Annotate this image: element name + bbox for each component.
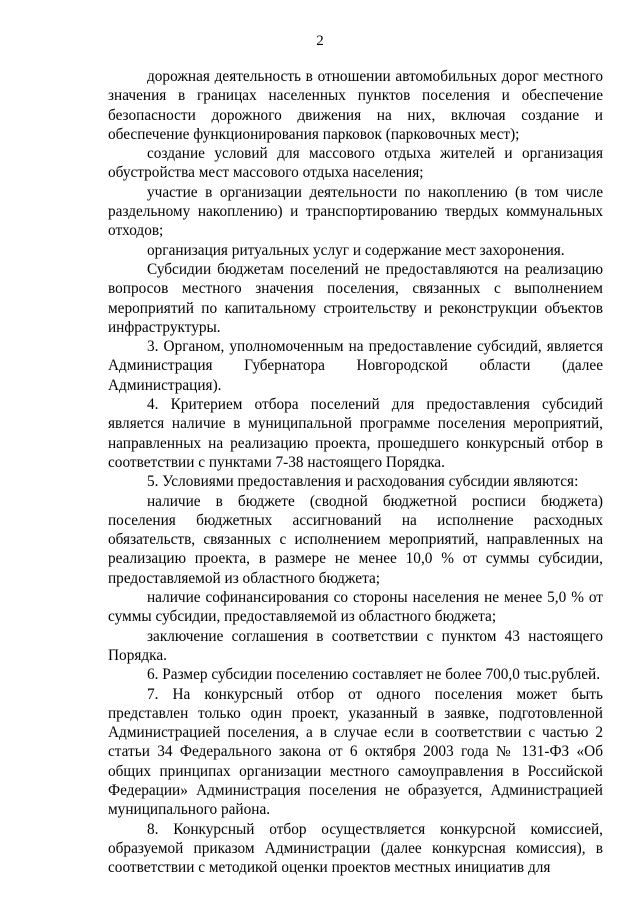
paragraph-road-activity: дорожная деятельность в отношении автомобильных дорог местного значения в границах населенных пунктов поселения и обеспечение безопасности дорожного движения на них, включая создание и обеспечение функционирования парковок (парковочных мест);: [108, 68, 603, 143]
paragraph-cofinancing-condition: наличие софинансирования со стороны населения не менее 5,0 % от суммы субсидии, предоставляемой из областного бюджета;: [108, 589, 603, 626]
page-number: 2: [316, 33, 324, 49]
paragraph-item-8: 8. Конкурсный отбор осуществляется конкурсной комиссией, образуемой приказом Администрации (далее конкурсная комиссия), в соответствии с методикой оценки проектов местных инициатив для: [108, 820, 603, 877]
paragraph-item-6: 6. Размер субсидии поселению составляет не более 700,0 тыс.рублей.: [147, 666, 601, 684]
paragraph-budget-condition: наличие в бюджете (сводной бюджетной росписи бюджета) поселения бюджетных ассигнований на исполнение расходных обязательств, связанных с исполнением мероприятий, направленных на реализацию проекта, в размере не менее 10,0 % от суммы субсидии, предоставляемой из областного бюджета;: [108, 492, 603, 587]
paragraph-item-5: 5. Условиями предоставления и расходования субсидии являются:: [147, 473, 579, 491]
paragraph-item-4: 4. Критерием отбора поселений для предоставления субсидий является наличие в муниципальной программе поселения мероприятий, направленных на реализацию проекта, прошедшего конкурсный отбор в соответствии с пунктами 7-38 настоящего Порядка.: [108, 396, 603, 471]
paragraph-item-3: 3. Органом, уполномоченным на предоставление субсидий, является Администрация Губернатора Новгородской области (далее Администрация).: [108, 338, 603, 394]
paragraph-waste-collection: участие в организации деятельности по накоплению (в том числе раздельному накоплению) и транспортированию твердых коммунальных отходов;: [108, 183, 603, 240]
paragraph-agreement-condition: заключение соглашения в соответствии с пунктом 43 настоящего Порядка.: [108, 627, 603, 664]
paragraph-subsidy-exclusions: Субсидии бюджетам поселений не предоставляются на реализацию вопросов местного значения поселения, связанных с выполнением мероприятий по капитальному строительству и реконструкции объектов инфраструктуры.: [108, 260, 603, 336]
document-body: [108, 67, 603, 877]
paragraph-item-7: 7. На конкурсный отбор от одного поселения может быть представлен только один проект, указанный в заявке, подготовленной Администрацией поселения, а в случае если в соответствии с частью 2 статьи 34 Федерального закона от 6 октября 2003 года № 131-ФЗ «Об общих принципах организации местного самоуправления в Российской Федерации» Администрация поселения не образуется, Администрацией муниципального района.: [108, 685, 603, 819]
paragraph-mass-recreation: создание условий для массового отдыха жителей и организация обустройства мест массового отдыха населения;: [108, 145, 603, 182]
paragraph-ritual-services: организация ритуальных услуг и содержание мест захоронения.: [147, 241, 565, 259]
